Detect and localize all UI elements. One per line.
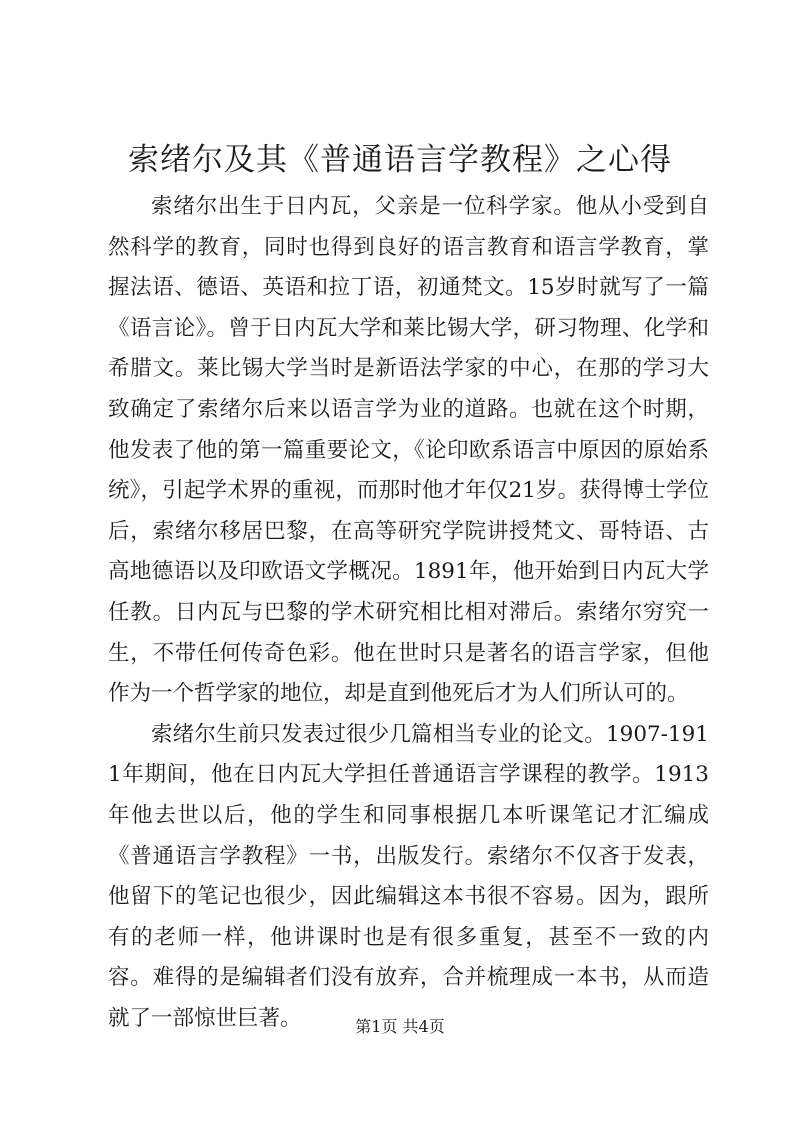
page-number-footer: 第1页 共4页 — [355, 1017, 445, 1036]
document-title: 索绪尔及其《普通语言学教程》之心得 — [128, 142, 672, 178]
paragraph-2: 索绪尔生前只发表过很少几篇相当专业的论文。1907-1911年期间，他在日内瓦大学担任普通语言学课程的教学。1913年他去世以后，他的学生和同事根据几本听课笔记才汇编成《普通语言学教程》一书，出版发行。索绪尔不仅吝于发表，他留下的笔记也很少，因此编辑这本书很不容易。因为，跟所有的老师一样，他讲课时也是有很多重复，甚至不一致的内容。难得的是编辑者们没有放弃，合并梳理成一本书，从而造就了一部惊世巨著。 — [108, 721, 709, 1031]
paragraph-1: 索绪尔出生于日内瓦，父亲是一位科学家。他从小受到自然科学的教育，同时也得到良好的语言教育和语言学教育，掌握法语、德语、英语和拉丁语，初通梵文。15岁时就写了一篇《语言论》。曾于日内瓦大学和莱比锡大学，研习物理、化学和希腊文。莱比锡大学当时是新语法学家的中心，在那的学习大致确定了索绪尔后来以语言学为业的道路。也就在这个时期，他发表了他的第一篇重要论文，《论印欧系语言中原因的原始系统》，引起学术界的重视，而那时他才年仅21岁。获得博士学位后，索绪尔移居巴黎，在高等研究学院讲授梵文、哥特语、古高地德语以及印欧语文学概况。1891年，他开始到日内瓦大学任教。日内瓦与巴黎的学术研究相比相对滞后。索绪尔穷究一生，不带任何传奇色彩。他在世时只是著名的语言学家，但他作为一个哲学家的地位，却是直到他死后才为人们所认可的。 — [108, 194, 709, 707]
document-body — [108, 187, 709, 1039]
